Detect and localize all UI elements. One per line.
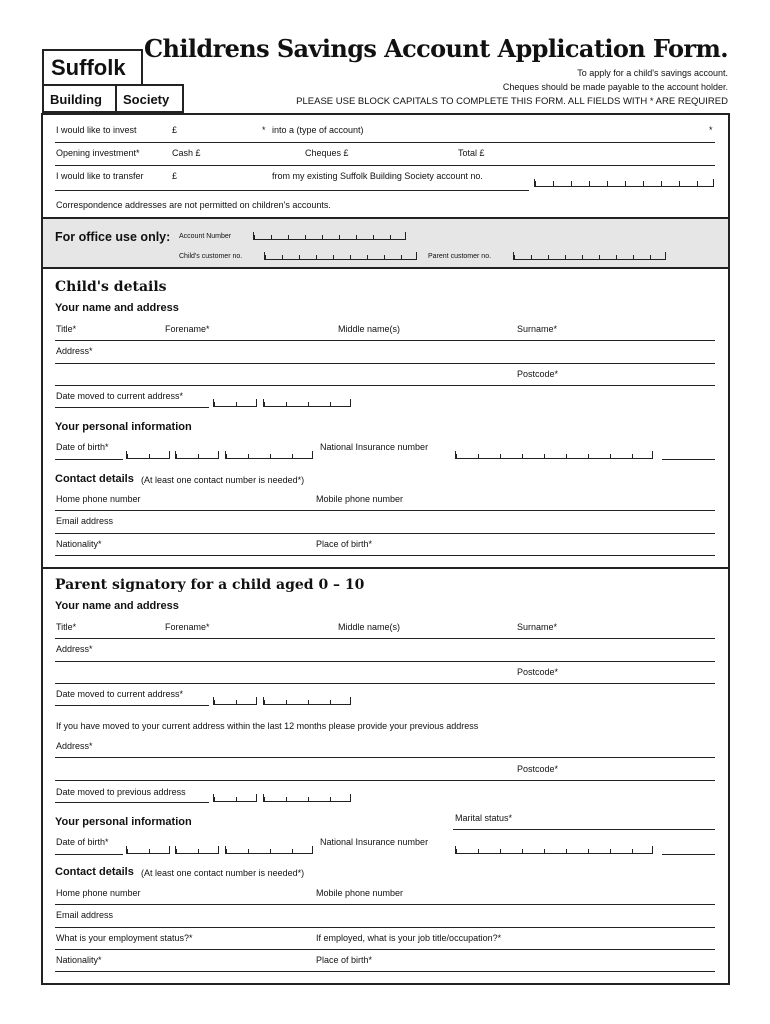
parent-dob-label: Date of birth* xyxy=(56,837,109,847)
parent-address-line-1[interactable] xyxy=(55,661,715,662)
child-date-moved-line xyxy=(55,407,209,408)
invest-pound: £ xyxy=(172,125,178,135)
transfer-line xyxy=(55,190,529,191)
child-forename-label: Forename* xyxy=(165,324,210,334)
parent-date-moved-prev-line xyxy=(55,802,209,803)
existing-account-number-boxes[interactable] xyxy=(534,179,714,187)
child-address-line-1[interactable] xyxy=(55,363,715,364)
parent-employment-label: What is your employment status?* xyxy=(56,933,193,943)
account-number-label: Account Number xyxy=(179,233,232,240)
child-nationality-line[interactable] xyxy=(55,555,715,556)
parent-address-label: Address* xyxy=(56,644,93,654)
child-place-of-birth-label: Place of birth* xyxy=(316,539,373,549)
child-dob-line xyxy=(55,459,123,460)
parent-employment-line[interactable] xyxy=(55,949,715,950)
parent-prev-address-line-1[interactable] xyxy=(55,757,715,758)
logo-word-building: Building xyxy=(50,92,102,107)
parent-postcode-label: Postcode* xyxy=(517,667,559,677)
child-customer-number-boxes[interactable] xyxy=(264,252,417,260)
child-date-moved-year-boxes[interactable] xyxy=(263,399,351,407)
child-date-moved-month-boxes[interactable] xyxy=(213,399,257,407)
logo-word-suffolk: Suffolk xyxy=(51,55,126,80)
parent-place-of-birth-label: Place of birth* xyxy=(316,955,373,965)
transfer-pound: £ xyxy=(172,171,178,181)
parent-nationality-line[interactable] xyxy=(55,971,715,972)
into-account-label: into a (type of account) xyxy=(272,125,364,135)
child-dob-label: Date of birth* xyxy=(56,442,109,452)
correspondence-note: Correspondence addresses are not permitted on children's accounts. xyxy=(56,200,331,210)
total-label: Total £ xyxy=(458,148,485,158)
child-email-line[interactable] xyxy=(55,533,715,534)
parent-nationality-label: Nationality* xyxy=(56,955,102,965)
parent-dob-year-boxes[interactable] xyxy=(225,846,313,854)
parent-date-moved-line xyxy=(55,705,209,706)
parent-date-moved-label: Date moved to current address* xyxy=(56,689,184,699)
parent-home-phone-label: Home phone number xyxy=(56,888,141,898)
parent-dob-line xyxy=(55,854,123,855)
invest-star: * xyxy=(262,125,266,135)
parent-contact-note: (At least one contact number is needed*) xyxy=(141,868,305,878)
child-name-address-subheading: Your name and address xyxy=(55,302,179,314)
invest-label: I would like to invest xyxy=(56,125,137,135)
opening-line[interactable] xyxy=(55,165,715,166)
parent-prev-address-label: Address* xyxy=(56,741,93,751)
child-mobile-phone-label: Mobile phone number xyxy=(316,494,404,504)
child-phone-line[interactable] xyxy=(55,510,715,511)
logo-word-society: Society xyxy=(123,92,170,107)
invest-star-2: * xyxy=(709,125,713,135)
parent-contact-subheading: Contact details xyxy=(55,866,134,878)
child-contact-note: (At least one contact number is needed*) xyxy=(141,475,305,485)
child-contact-subheading: Contact details xyxy=(55,473,134,485)
parent-date-moved-month-boxes[interactable] xyxy=(213,697,257,705)
parent-address-line-2[interactable] xyxy=(55,683,715,684)
cash-label: Cash £ xyxy=(172,148,201,158)
parent-moved-note: If you have moved to your current address within the last 12 months please provide your previous address xyxy=(56,721,479,731)
parent-prev-postcode-label: Postcode* xyxy=(517,764,559,774)
child-personal-info-subheading: Your personal information xyxy=(55,421,192,433)
child-dob-day-boxes[interactable] xyxy=(126,451,170,459)
parent-ni-boxes[interactable] xyxy=(455,846,653,854)
child-dob-month-boxes[interactable] xyxy=(175,451,219,459)
child-ni-boxes[interactable] xyxy=(455,451,653,459)
office-use-title: For office use only: xyxy=(55,230,171,244)
child-middle-name-label: Middle name(s) xyxy=(338,324,401,334)
parent-middle-name-label: Middle name(s) xyxy=(338,622,401,632)
parent-email-line[interactable] xyxy=(55,927,715,928)
parent-date-moved-prev-month-boxes[interactable] xyxy=(213,794,257,802)
child-ni-suffix-line[interactable] xyxy=(662,459,715,460)
parent-dob-day-boxes[interactable] xyxy=(126,846,170,854)
parent-occupation-label: If employed, what is your job title/occupation?* xyxy=(316,933,502,943)
child-nationality-label: Nationality* xyxy=(56,539,102,549)
child-ni-label: National Insurance number xyxy=(320,442,429,452)
parent-name-address-subheading: Your name and address xyxy=(55,600,179,612)
invest-line[interactable] xyxy=(55,142,715,143)
parent-marital-status-line[interactable] xyxy=(453,829,715,830)
cheques-label: Cheques £ xyxy=(305,148,349,158)
header-subtitle-2: Cheques should be made payable to the account holder. xyxy=(502,82,728,92)
parent-customer-label: Parent customer no. xyxy=(428,253,492,260)
parent-personal-info-subheading: Your personal information xyxy=(55,816,192,828)
parent-prev-address-line-2[interactable] xyxy=(55,780,715,781)
opening-investment-label: Opening investment* xyxy=(56,148,140,158)
page-title: Childrens Savings Account Application Form. xyxy=(144,34,728,63)
parent-title-label: Title* xyxy=(56,622,77,632)
parent-date-moved-year-boxes[interactable] xyxy=(263,697,351,705)
parent-phone-line[interactable] xyxy=(55,904,715,905)
header-subtitle-1: To apply for a child's savings account. xyxy=(577,68,728,78)
parent-marital-status-label: Marital status* xyxy=(455,813,513,823)
parent-surname-label: Surname* xyxy=(517,622,558,632)
transfer-from-label: from my existing Suffolk Building Society account no. xyxy=(272,171,483,181)
child-details-heading: Child's details xyxy=(55,279,167,295)
parent-forename-label: Forename* xyxy=(165,622,210,632)
parent-email-label: Email address xyxy=(56,910,114,920)
child-email-label: Email address xyxy=(56,516,114,526)
child-date-moved-label: Date moved to current address* xyxy=(56,391,184,401)
parent-name-line[interactable] xyxy=(55,638,715,639)
child-address-line-2[interactable] xyxy=(55,385,715,386)
parent-mobile-phone-label: Mobile phone number xyxy=(316,888,404,898)
child-home-phone-label: Home phone number xyxy=(56,494,141,504)
parent-customer-number-boxes[interactable] xyxy=(513,252,666,260)
child-surname-label: Surname* xyxy=(517,324,558,334)
parent-date-moved-prev-label: Date moved to previous address xyxy=(56,787,186,797)
child-address-label: Address* xyxy=(56,346,93,356)
transfer-label: I would like to transfer xyxy=(56,171,144,181)
child-customer-label: Child's customer no. xyxy=(179,253,243,260)
header-instructions: PLEASE USE BLOCK CAPITALS TO COMPLETE THIS FORM. ALL FIELDS WITH * ARE REQUIRED xyxy=(296,96,728,107)
parent-ni-label: National Insurance number xyxy=(320,837,429,847)
child-dob-year-boxes[interactable] xyxy=(225,451,313,459)
parent-section-heading: Parent signatory for a child aged 0 – 10 xyxy=(55,577,365,593)
office-account-number-boxes[interactable] xyxy=(253,232,406,240)
parent-ni-suffix-line[interactable] xyxy=(662,854,715,855)
child-title-label: Title* xyxy=(56,324,77,334)
child-name-line[interactable] xyxy=(55,340,715,341)
child-postcode-label: Postcode* xyxy=(517,369,559,379)
parent-date-moved-prev-year-boxes[interactable] xyxy=(263,794,351,802)
parent-dob-month-boxes[interactable] xyxy=(175,846,219,854)
